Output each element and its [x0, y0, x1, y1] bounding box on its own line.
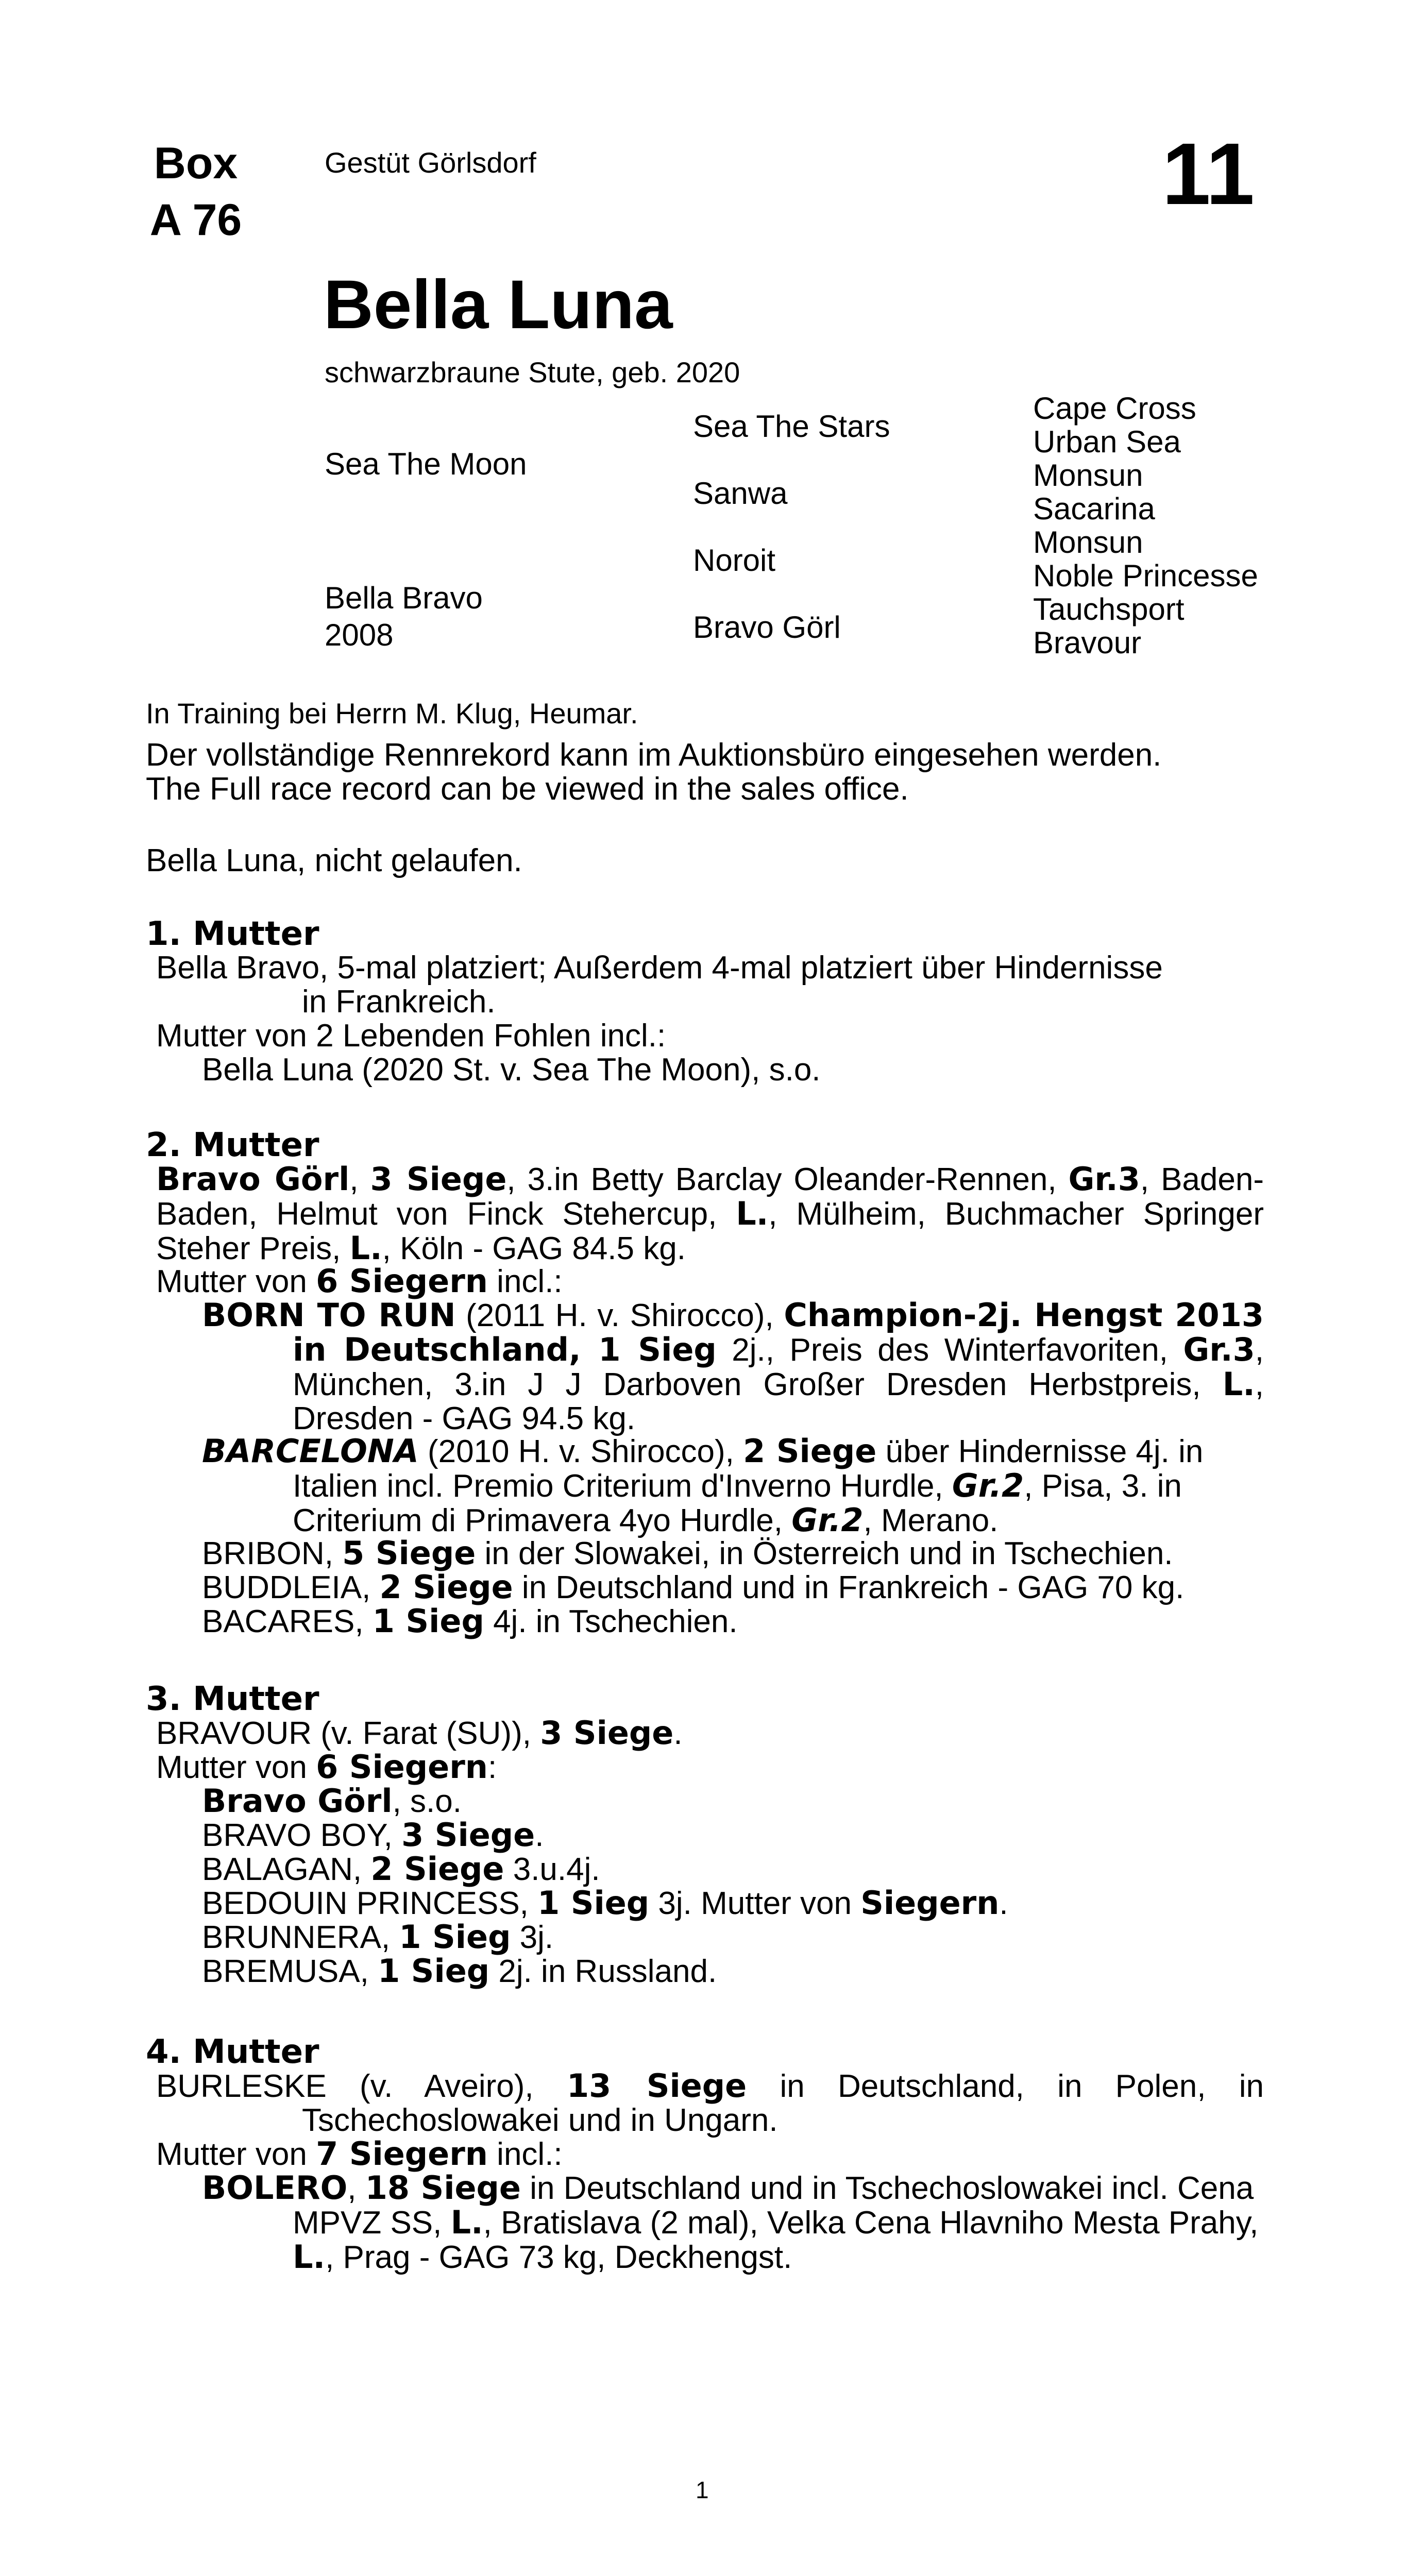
training-note: In Training bei Herrn M. Klug, Heumar.: [146, 697, 638, 730]
horse-name: Bella Luna: [324, 266, 673, 343]
dam3-offspring-balagan: BALAGAN, 2 Siege 3.u.4j.: [202, 1850, 600, 1888]
breeder: Gestüt Görlsdorf: [325, 146, 536, 179]
dam3-offspring-bremusa: BREMUSA, 1 Sieg 2j. in Russland.: [202, 1952, 717, 1990]
dam1-line: Mutter von 2 Lebenden Fohlen incl.:: [156, 1018, 666, 1054]
pedigree-ggp-5: Monsun: [1033, 525, 1143, 560]
pedigree-ggp-3: Monsun: [1033, 458, 1143, 493]
pedigree-ggp-1: Cape Cross: [1033, 391, 1196, 426]
pedigree-dam: Bella Bravo: [325, 581, 483, 615]
pedigree-dam-sire: Noroit: [693, 543, 776, 578]
pedigree-ggp-4: Sacarina: [1033, 492, 1155, 526]
dam2-offspring-barcelona: BARCELONA (2010 H. v. Shirocco), 2 Siege über Hindernisse 4j. in Italien incl. Premio Criterium d'Inverno Hurdle, Gr.2, Pisa, 3. in Criterium di Primavera 4yo Hurdle, Gr.2, Merano.: [202, 1432, 1204, 1539]
pedigree-dam-year: 2008: [325, 618, 394, 652]
not-raced-note: Bella Luna, nicht gelaufen.: [146, 843, 522, 878]
dam3-offspring-bravo-gorl: Bravo Görl, s.o.: [202, 1782, 462, 1820]
record-note-de: Der vollständige Rennrekord kann im Auktionsbüro eingesehen werden.: [146, 737, 1162, 773]
dam2-mother-of: Mutter von 6 Siegern incl.:: [156, 1262, 563, 1300]
record-note-en: The Full race record can be viewed in the sales office.: [146, 771, 909, 807]
pedigree-ggp-6: Noble Princesse: [1033, 558, 1258, 593]
horse-description: schwarzbraune Stute, geb. 2020: [325, 356, 740, 388]
box-number: A 76: [149, 195, 242, 245]
dam1-heading: 1. Mutter: [146, 915, 319, 953]
dam4-mother-of: Mutter von 7 Siegern incl.:: [156, 2135, 563, 2173]
dam3-offspring-bedouin-princess: BEDOUIN PRINCESS, 1 Sieg 3j. Mutter von Siegern.: [202, 1884, 1008, 1922]
lot-number: 11: [1162, 125, 1255, 223]
dam4-offspring-bolero: BOLERO, 18 Siege in Deutschland und in Tschechoslowakei incl. Cena MPVZ SS, L., Bratislava (2 mal), Velka Cena Hlavniho Mesta Prahy, L., Prag - GAG 73 kg, Deckhengst.: [202, 2169, 1259, 2276]
dam2-offspring-bribon: BRIBON, 5 Siege in der Slowakei, in Österreich und in Tschechien.: [202, 1534, 1173, 1572]
pedigree-ggp-7: Tauchsport: [1033, 592, 1185, 626]
pedigree-ggp-8: Bravour: [1033, 625, 1142, 660]
pedigree-ggp-2: Urban Sea: [1033, 425, 1181, 459]
page-number: 1: [696, 2477, 709, 2503]
box-label: Box: [154, 139, 238, 188]
pedigree-sire-dam: Sanwa: [693, 476, 788, 511]
dam3-offspring-brunnera: BRUNNERA, 1 Sieg 3j.: [202, 1918, 554, 1956]
dam2-offspring-bacares: BACARES, 1 Sieg 4j. in Tschechien.: [202, 1602, 738, 1640]
dam3-mother-of: Mutter von 6 Siegern:: [156, 1748, 497, 1786]
pedigree-dam-dam: Bravo Görl: [693, 610, 841, 645]
dam2-heading: 2. Mutter: [146, 1126, 319, 1164]
dam3-offspring-bravo-boy: BRAVO BOY, 3 Siege.: [202, 1816, 544, 1854]
dam1-line: in Frankreich.: [302, 984, 496, 1020]
dam1-line: Bella Bravo, 5-mal platziert; Außerdem 4-mal platziert über Hindernisse: [156, 950, 1163, 986]
dam3-heading: 3. Mutter: [146, 1680, 319, 1718]
dam2-entry: Bravo Görl, 3 Siege, 3.in Betty Barclay Oleander-Rennen, Gr.3, Baden-Baden, Helmut von Finck Stehercup, L., Mülheim, Buchmacher Springer Steher Preis, L., Köln - GAG 84.5 kg.: [156, 1160, 1264, 1267]
dam2-offspring-born-to-run: BORN TO RUN (2011 H. v. Shirocco), Champion-2j. Hengst 2013 in Deutschland, 1 Sieg 2j., Preis des Winterfavoriten, Gr.3, München, 3.in J J Darboven Großer Dresden Herbstpreis, L., Dresden - GAG 94.5 kg.: [202, 1296, 1264, 1436]
pedigree-sire: Sea The Moon: [325, 447, 527, 481]
dam1-offspring: Bella Luna (2020 St. v. Sea The Moon), s.o.: [202, 1052, 821, 1088]
dam3-entry: BRAVOUR (v. Farat (SU)), 3 Siege.: [156, 1714, 683, 1752]
dam4-heading: 4. Mutter: [146, 2033, 319, 2071]
dam4-entry: BURLESKE (v. Aveiro), 13 Siege in Deutschland, in Polen, in Tschechoslowakei und in Ungarn.: [156, 2067, 1264, 2138]
dam2-offspring-buddleia: BUDDLEIA, 2 Siege in Deutschland und in Frankreich - GAG 70 kg.: [202, 1568, 1185, 1606]
pedigree-sire-sire: Sea The Stars: [693, 409, 890, 444]
